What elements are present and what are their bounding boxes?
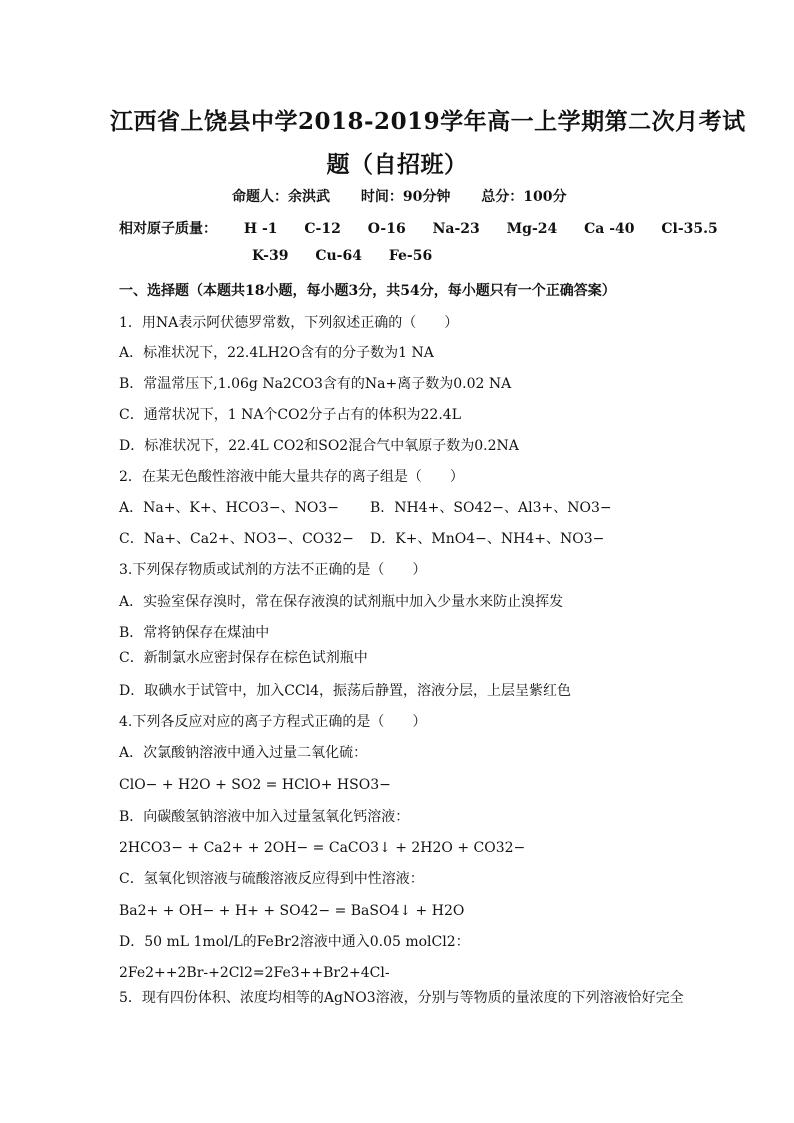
question-4-option-d-equation: 2Fe2++2Br-+2Cl2=2Fe3++Br2+4Cl- [119, 965, 390, 981]
question-4-stem: 4.下列各反应对应的离子方程式正确的是（ ） [119, 714, 427, 730]
time-limit: 时间：90分钟 [360, 189, 451, 205]
atomic-mass-item: O-16 [367, 221, 406, 237]
question-4-option-c: C．氢氧化钡溶液与硫酸溶液反应得到中性溶液： [119, 871, 424, 887]
question-4-option-c-equation: Ba2+ + OH− + H+ + SO42− = BaSO4↓ + H2O [119, 903, 465, 919]
question-1-option-d: D．标准状况下，22.4L CO2和SO2混合气中氧原子数为0.2NA [119, 438, 519, 454]
author: 命题人：余洪武 [232, 189, 330, 205]
question-2-option-c: C．Na+、Ca2+、NO3−、CO32− [119, 531, 354, 547]
atomic-mass-item: H -1 [243, 221, 278, 237]
question-1-option-c: C．通常状况下，1 NA个CO2分子占有的体积为22.4L [119, 407, 461, 423]
question-4-option-b: B．向碳酸氢钠溶液中加入过量氢氧化钙溶液： [119, 809, 410, 825]
question-4-option-d: D．50 mL 1mol/L的FeBr2溶液中通入0.05 molCl2： [119, 934, 470, 950]
question-4-option-a: A．次氯酸钠溶液中通入过量二氧化硫： [119, 745, 368, 761]
question-3-option-d: D．取碘水于试管中，加入CCl4，振荡后静置，溶液分层，上层呈紫红色 [119, 683, 572, 699]
question-3-option-b: B．常将钠保存在煤油中 [119, 625, 270, 641]
question-1-option-a: A．标准状况下，22.4LH2O含有的分子数为1 NA [119, 345, 434, 361]
document-title-line-1: 江西省上饶县中学2018-2019学年高一上学期第二次月考试 [110, 108, 746, 135]
question-3-stem: 3.下列保存物质或试剂的方法不正确的是（ ） [119, 562, 427, 578]
question-1-option-b: B．常温常压下,1.06g Na2CO3含有的Na+离子数为0.02 NA [119, 376, 512, 392]
atomic-mass-item: Na-23 [432, 221, 480, 237]
atomic-mass-item: Ca -40 [584, 221, 635, 237]
question-1-stem: 1．用NA表示阿伏德罗常数，下列叙述正确的（ ） [119, 315, 459, 331]
atomic-mass-item: Fe-56 [388, 248, 433, 264]
question-4-option-a-equation: ClO− + H2O + SO2 = HClO+ HSO3− [119, 777, 391, 793]
question-2-option-b: B．NH4+、SO42−、Al3+、NO3− [370, 500, 612, 516]
atomic-mass-item: Mg-24 [506, 221, 558, 237]
atomic-mass-item: Cl-35.5 [661, 221, 718, 237]
question-4-option-b-equation: 2HCO3− + Ca2+ + 2OH− = CaCO3↓ + 2H2O + CO32− [119, 840, 526, 856]
question-2-stem: 2．在某无色酸性溶液中能大量共存的离子组是（ ） [119, 469, 464, 485]
question-3-option-c: C．新制氯水应密封保存在棕色试剂瓶中 [119, 650, 368, 666]
atomic-mass-item: Cu-64 [315, 248, 362, 264]
question-2-option-a: A．Na+、K+、HCO3−、NO3− [119, 500, 340, 516]
question-3-option-a: A．实验室保存溴时，常在保存液溴的试剂瓶中加入少量水来防止溴挥发 [119, 594, 564, 610]
exam-meta [232, 186, 592, 206]
section-heading: 一、选择题（本题共18小题，每小题3分，共54分，每小题只有一个正确答案） [119, 283, 616, 299]
question-2-option-d: D．K+、MnO4−、NH4+、NO3− [370, 531, 605, 547]
document-title-line-2: 题（自招班） [326, 151, 468, 178]
total-score: 总分：100分 [481, 189, 567, 205]
atomic-mass-item: C-12 [304, 221, 341, 237]
atomic-mass-row-2 [252, 248, 454, 264]
question-5-stem: 5．现有四份体积、浓度均相等的AgNO3溶液，分别与等物质的量浓度的下列溶液恰好完全 [119, 990, 684, 1006]
atomic-mass-item: K-39 [252, 248, 289, 264]
atomic-mass-row-1 [119, 218, 740, 238]
atomic-mass-label: 相对原子质量： [119, 221, 217, 237]
